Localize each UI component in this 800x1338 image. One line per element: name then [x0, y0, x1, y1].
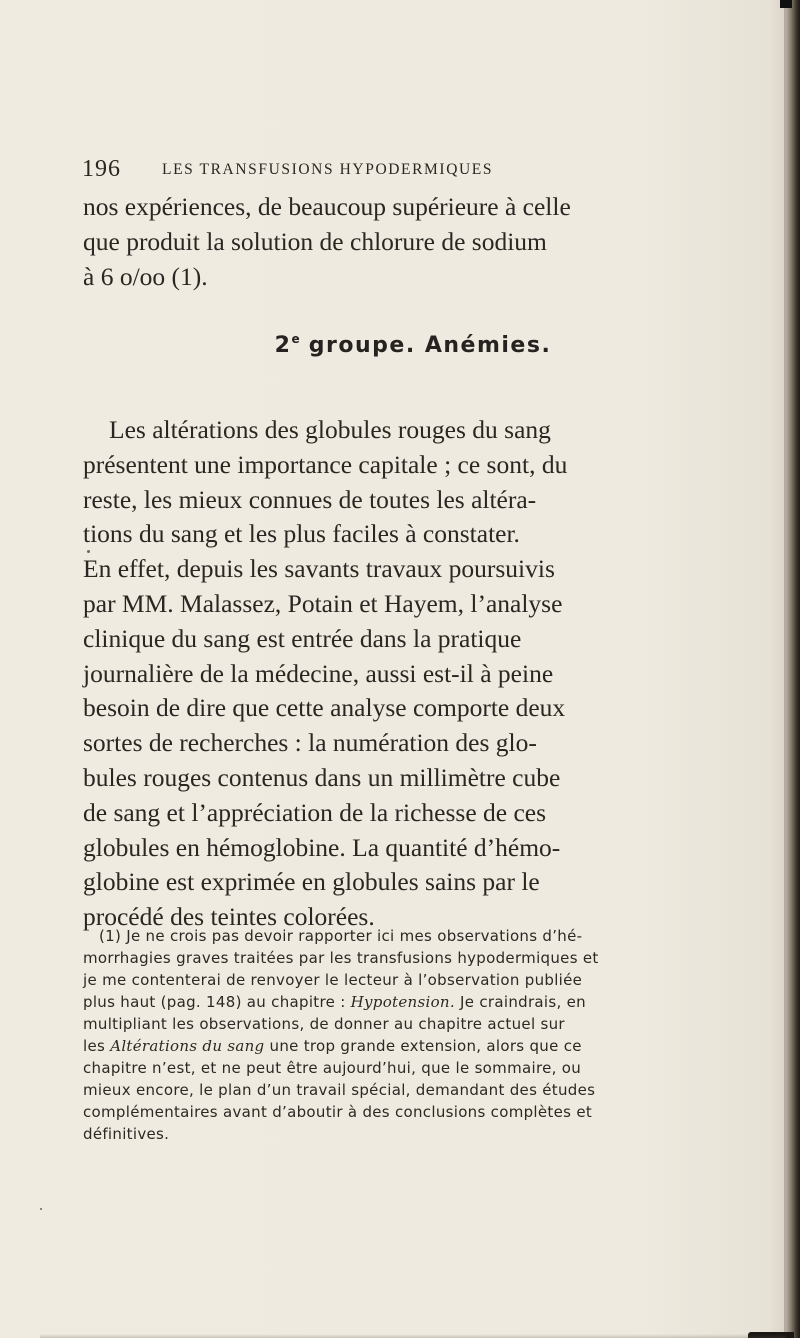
text-line: globine est exprimée en globules sains par le	[83, 867, 540, 897]
running-head: LES TRANSFUSIONS HYPODERMIQUES	[162, 161, 494, 178]
text-line: procédé des teintes colorées.	[83, 902, 375, 932]
footnote-text: une trop grande extension, alors que ce	[264, 1037, 582, 1055]
text-line: par MM. Malassez, Potain et Hayem, l’analyse	[83, 588, 563, 618]
paper-speck	[87, 550, 90, 553]
footnote-line: chapitre n’est, et ne peut être aujourd’hui, que le sommaire, ou	[83, 1059, 582, 1077]
section-number: 2	[274, 333, 292, 358]
text-line: besoin de dire que cette analyse comporte deux	[83, 693, 566, 723]
text-line: reste, les mieux connues de toutes les altéra-	[83, 484, 537, 514]
page-number: 196	[82, 156, 121, 182]
text-line: journalière de la médecine, aussi est-il à peine	[83, 658, 554, 688]
book-spine	[786, 0, 800, 1338]
footnote-line: définitives.	[83, 1125, 170, 1143]
footnote-line: complémentaires avant d’aboutir à des conclusions complètes et	[83, 1103, 593, 1121]
page-header	[82, 156, 732, 184]
text-line: à 6 o/oo (1).	[83, 261, 208, 291]
footnote-text: Je craindrais, en	[454, 993, 586, 1011]
text-line: Les altérations des globules rouges du sang	[109, 415, 551, 444]
text-line: En effet, depuis les savants travaux poursuivis	[83, 554, 555, 584]
footnote-line: multipliant les observations, de donner au chapitre actuel sur	[83, 1015, 565, 1033]
footnote-line: je me contenterai de renvoyer le lecteur à l’observation publiée	[83, 971, 583, 989]
text-line: tions du sang et les plus faciles à constater.	[83, 519, 520, 549]
footnote-line: (1) Je ne crois pas devoir rapporter ici mes observations d’hé-	[99, 927, 583, 945]
footnote-line: mieux encore, le plan d’un travail spécial, demandant des études	[83, 1081, 596, 1099]
footnote-italic-reference: Altérations du sang	[110, 1037, 265, 1055]
text-line: globules en hémoglobine. La quantité d’hémo-	[83, 832, 561, 862]
scan-corner-mark	[780, 0, 792, 8]
footnote-line: morrhagies graves traitées par les transfusions hypodermiques et	[83, 949, 599, 967]
footnote-text: les	[83, 1037, 111, 1055]
text-line: de sang et l’appréciation de la richesse de ces	[83, 797, 547, 827]
main-paragraph	[83, 413, 723, 935]
footnote-italic-reference: Hypotension.	[350, 993, 455, 1011]
paper-speck	[40, 1208, 42, 1210]
page-bottom-shadow	[40, 1334, 786, 1338]
footnote	[83, 925, 723, 1145]
text-line: bules rouges contenus dans un millimètre cube	[83, 762, 561, 792]
text-line: clinique du sang est entrée dans la pratique	[83, 623, 522, 653]
text-line: nos expériences, de beaucoup supérieure à celle	[83, 192, 571, 221]
text-line: présentent une importance capitale ; ce sont, du	[83, 449, 568, 479]
footnote-line	[83, 1035, 723, 1057]
text-line: que produit la solution de chlorure de sodium	[83, 226, 547, 256]
section-heading	[0, 332, 800, 358]
text-line: sortes de recherches : la numération des glo-	[83, 728, 537, 758]
footnote-line	[83, 991, 723, 1013]
section-title: groupe. Anémies.	[308, 333, 552, 358]
footnote-text: plus haut (pag. 148) au chapitre :	[83, 993, 351, 1011]
section-number-superscript: e	[291, 332, 300, 346]
paragraph-continuation	[83, 190, 723, 294]
